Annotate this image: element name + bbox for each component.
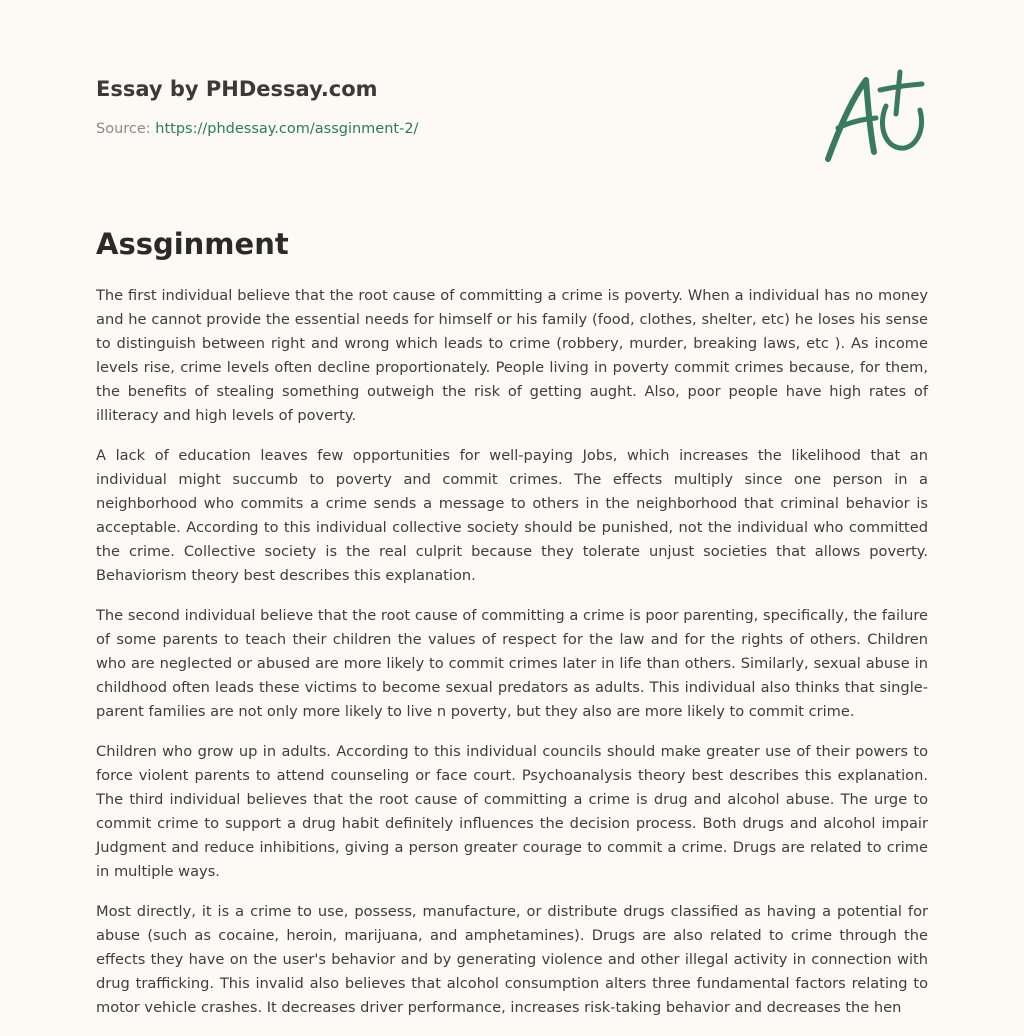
- site-brand: Essay by PHDessay.com: [96, 77, 378, 101]
- article-body: [96, 284, 928, 1036]
- source-link[interactable]: https://phdessay.com/assginment-2/: [155, 121, 419, 137]
- source-line: [96, 119, 696, 139]
- paragraph: A lack of education leaves few opportunities for well-paying Jobs, which increases the likelihood that an individual might succumb to poverty and commit crimes. The effects multiply since one person in a neighborhood who commits a crime sends a message to others in the neighborhood that criminal behavior is acceptable. According to this individual collective society should be punished, not the individual who committed the crime. Collective society is the real culprit because they tolerate unjust societies that allows poverty. Behaviorism theory best describes this explanation.: [96, 447, 928, 584]
- a-plus-logo-icon: [818, 66, 930, 166]
- paragraph: Most directly, it is a crime to use, possess, manufacture, or distribute drugs classified as having a potential for abuse (such as cocaine, heroin, marijuana, and amphetamines). Drugs are also related to crime through the effects they have on the user's behavior and by generating violence and other illegal activity in connection with drug trafficking. This invalid also believes that alcohol consumption alters three fundamental factors relating to motor vehicle crashes. It decreases driver performance, increases risk-taking behavior and decreases the hen: [96, 903, 928, 1016]
- paragraph: Children who grow up in adults. According to this individual councils should make greater use of their powers to force violent parents to attend counseling or face court. Psychoanalysis theory best describes this explanation. The third individual believes that the root cause of committing a crime is drug and alcohol abuse. The urge to commit crime to support a drug habit definitely influences the decision process. Both drugs and alcohol impair Judgment and reduce inhibitions, giving a person greater courage to commit a crime. Drugs are related to crime in multiple ways.: [96, 743, 928, 880]
- article-title: Assginment: [96, 227, 289, 261]
- paragraph: The first individual believe that the root cause of committing a crime is poverty. When a individual has no money and he cannot provide the essential needs for himself or his family (food, clothes, shelter, etc) he loses his sense to distinguish between right and wrong which leads to crime (robbery, murder, breaking laws, etc ). As income levels rise, crime levels often decline proportionately. People living in poverty commit crimes because, for them, the benefits of stealing something outweigh the risk of getting aught. Also, poor people have high rates of illiteracy and high levels of poverty.: [96, 287, 928, 424]
- essay-header: [96, 74, 696, 139]
- source-label: Source:: [96, 121, 151, 137]
- paragraph: The second individual believe that the root cause of committing a crime is poor parenting, specifically, the failure of some parents to teach their children the values of respect for the law and for the rights of others. Children who are neglected or abused are more likely to commit crimes later in life than others. Similarly, sexual abuse in childhood often leads these victims to become sexual predators as adults. This individual also thinks that single-parent families are not only more likely to live n poverty, but they also are more likely to commit crime.: [96, 607, 928, 720]
